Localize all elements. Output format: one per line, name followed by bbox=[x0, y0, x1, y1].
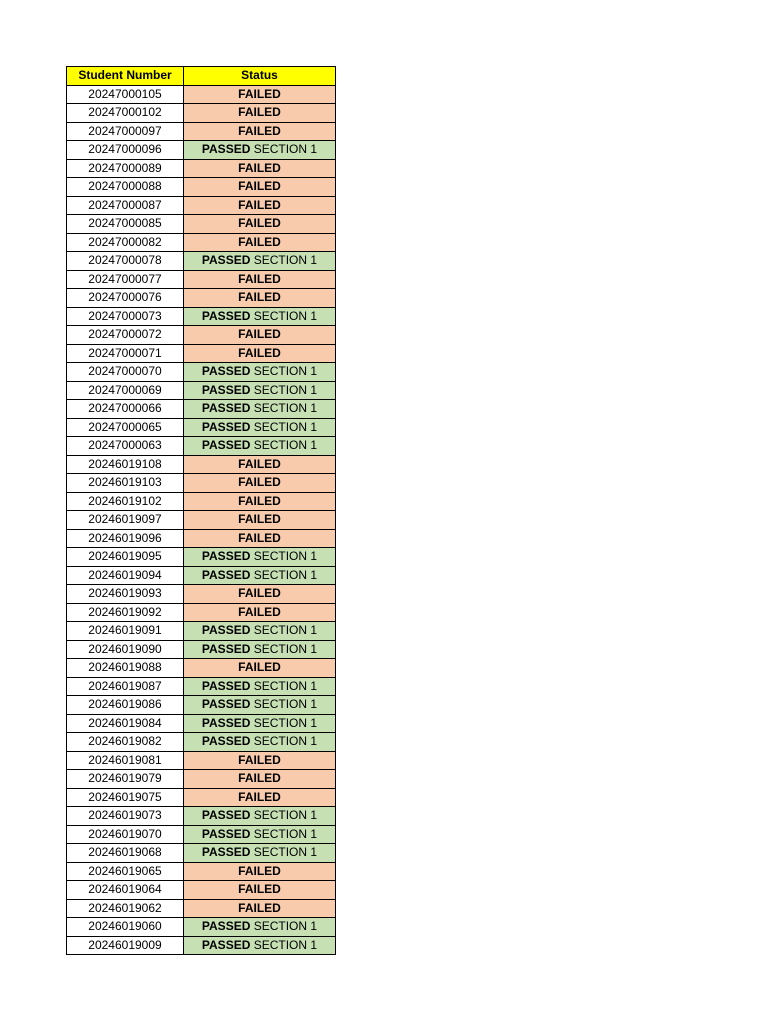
table-row bbox=[67, 141, 336, 160]
status-cell-passed bbox=[184, 714, 336, 733]
student-number-cell: 20246019095 bbox=[67, 548, 184, 567]
table-row bbox=[67, 215, 336, 234]
status-cell-failed: FAILED bbox=[184, 603, 336, 622]
table-row bbox=[67, 307, 336, 326]
status-cell-passed bbox=[184, 696, 336, 715]
status-cell-failed: FAILED bbox=[184, 881, 336, 900]
student-number-cell: 20246019079 bbox=[67, 770, 184, 789]
table-row bbox=[67, 178, 336, 197]
status-cell-passed bbox=[184, 400, 336, 419]
status-section: SECTION 1 bbox=[253, 697, 318, 712]
status-cell-failed: FAILED bbox=[184, 85, 336, 104]
status-cell-passed bbox=[184, 936, 336, 955]
status-word: PASSED bbox=[201, 678, 251, 693]
table-row bbox=[67, 714, 336, 733]
student-number-cell: 20247000085 bbox=[67, 215, 184, 234]
status-cell-failed: FAILED bbox=[184, 104, 336, 123]
status-section: SECTION 1 bbox=[253, 401, 318, 416]
table-row bbox=[67, 788, 336, 807]
status-section: SECTION 1 bbox=[253, 549, 318, 564]
status-cell-failed: FAILED bbox=[184, 289, 336, 308]
table-row bbox=[67, 252, 336, 271]
status-section: SECTION 1 bbox=[253, 253, 318, 268]
table-row bbox=[67, 270, 336, 289]
status-word: PASSED bbox=[201, 142, 251, 157]
student-number-cell: 20247000072 bbox=[67, 326, 184, 345]
status-word: PASSED bbox=[201, 419, 251, 434]
status-section: SECTION 1 bbox=[253, 142, 318, 157]
status-word: PASSED bbox=[201, 937, 251, 952]
student-number-cell: 20247000089 bbox=[67, 159, 184, 178]
table-row bbox=[67, 862, 336, 881]
student-number-cell: 20247000087 bbox=[67, 196, 184, 215]
student-number-cell: 20247000096 bbox=[67, 141, 184, 160]
student-number-cell: 20247000070 bbox=[67, 363, 184, 382]
results-body bbox=[67, 85, 336, 955]
status-section: SECTION 1 bbox=[253, 641, 318, 656]
table-row bbox=[67, 696, 336, 715]
table-row bbox=[67, 529, 336, 548]
table-row bbox=[67, 807, 336, 826]
status-cell-failed: FAILED bbox=[184, 585, 336, 604]
status-cell-failed: FAILED bbox=[184, 899, 336, 918]
table-row bbox=[67, 85, 336, 104]
table-row bbox=[67, 511, 336, 530]
status-word: PASSED bbox=[201, 549, 251, 564]
status-word: PASSED bbox=[201, 438, 251, 453]
status-cell-failed: FAILED bbox=[184, 862, 336, 881]
status-section: SECTION 1 bbox=[253, 364, 318, 379]
status-cell-passed bbox=[184, 825, 336, 844]
status-section: SECTION 1 bbox=[253, 419, 318, 434]
status-word: PASSED bbox=[201, 401, 251, 416]
student-number-cell: 20247000073 bbox=[67, 307, 184, 326]
table-row bbox=[67, 677, 336, 696]
table-row bbox=[67, 233, 336, 252]
status-cell-failed: FAILED bbox=[184, 474, 336, 493]
student-number-cell: 20246019088 bbox=[67, 659, 184, 678]
table-row bbox=[67, 418, 336, 437]
table-row bbox=[67, 585, 336, 604]
status-cell-failed: FAILED bbox=[184, 326, 336, 345]
table-row bbox=[67, 899, 336, 918]
status-word: PASSED bbox=[201, 364, 251, 379]
table-row bbox=[67, 659, 336, 678]
status-cell-failed: FAILED bbox=[184, 751, 336, 770]
student-number-cell: 20247000069 bbox=[67, 381, 184, 400]
status-cell-failed: FAILED bbox=[184, 159, 336, 178]
status-cell-failed: FAILED bbox=[184, 770, 336, 789]
table-row bbox=[67, 104, 336, 123]
status-word: PASSED bbox=[201, 919, 251, 934]
table-row bbox=[67, 159, 336, 178]
status-section: SECTION 1 bbox=[253, 808, 318, 823]
student-number-cell: 20246019090 bbox=[67, 640, 184, 659]
status-word: PASSED bbox=[201, 641, 251, 656]
student-number-cell: 20246019094 bbox=[67, 566, 184, 585]
student-number-cell: 20246019103 bbox=[67, 474, 184, 493]
status-word: PASSED bbox=[201, 308, 251, 323]
student-number-cell: 20247000066 bbox=[67, 400, 184, 419]
status-word: PASSED bbox=[201, 567, 251, 582]
table-row bbox=[67, 196, 336, 215]
table-row bbox=[67, 640, 336, 659]
header-row bbox=[67, 67, 336, 86]
header-student-number: Student Number bbox=[67, 67, 184, 86]
status-cell-passed bbox=[184, 566, 336, 585]
student-number-cell: 20246019081 bbox=[67, 751, 184, 770]
results-table bbox=[66, 66, 336, 955]
status-cell-failed: FAILED bbox=[184, 178, 336, 197]
student-number-cell: 20246019086 bbox=[67, 696, 184, 715]
status-word: PASSED bbox=[201, 382, 251, 397]
table-row bbox=[67, 344, 336, 363]
student-number-cell: 20246019060 bbox=[67, 918, 184, 937]
status-section: SECTION 1 bbox=[253, 937, 318, 952]
student-number-cell: 20246019065 bbox=[67, 862, 184, 881]
status-word: PASSED bbox=[201, 253, 251, 268]
table-row bbox=[67, 122, 336, 141]
table-row bbox=[67, 603, 336, 622]
status-section: SECTION 1 bbox=[253, 308, 318, 323]
table-row bbox=[67, 881, 336, 900]
table-row bbox=[67, 400, 336, 419]
status-cell-failed: FAILED bbox=[184, 492, 336, 511]
table-row bbox=[67, 825, 336, 844]
status-cell-passed bbox=[184, 307, 336, 326]
student-number-cell: 20246019064 bbox=[67, 881, 184, 900]
status-cell-failed: FAILED bbox=[184, 344, 336, 363]
status-section: SECTION 1 bbox=[253, 382, 318, 397]
status-word: PASSED bbox=[201, 697, 251, 712]
status-section: SECTION 1 bbox=[253, 826, 318, 841]
student-number-cell: 20246019062 bbox=[67, 899, 184, 918]
status-cell-passed bbox=[184, 418, 336, 437]
table-row bbox=[67, 936, 336, 955]
status-cell-passed bbox=[184, 548, 336, 567]
student-number-cell: 20247000077 bbox=[67, 270, 184, 289]
student-number-cell: 20246019084 bbox=[67, 714, 184, 733]
student-number-cell: 20246019091 bbox=[67, 622, 184, 641]
status-word: PASSED bbox=[201, 826, 251, 841]
table-row bbox=[67, 289, 336, 308]
status-word: PASSED bbox=[201, 845, 251, 860]
student-number-cell: 20247000105 bbox=[67, 85, 184, 104]
status-section: SECTION 1 bbox=[253, 678, 318, 693]
status-cell-passed bbox=[184, 622, 336, 641]
table-row bbox=[67, 326, 336, 345]
status-cell-failed: FAILED bbox=[184, 270, 336, 289]
student-number-cell: 20247000088 bbox=[67, 178, 184, 197]
student-number-cell: 20246019097 bbox=[67, 511, 184, 530]
status-section: SECTION 1 bbox=[253, 438, 318, 453]
table-row bbox=[67, 733, 336, 752]
status-cell-failed: FAILED bbox=[184, 788, 336, 807]
student-number-cell: 20246019070 bbox=[67, 825, 184, 844]
table-row bbox=[67, 437, 336, 456]
status-section: SECTION 1 bbox=[253, 623, 318, 638]
status-cell-failed: FAILED bbox=[184, 196, 336, 215]
status-word: PASSED bbox=[201, 808, 251, 823]
table-row bbox=[67, 770, 336, 789]
status-cell-passed bbox=[184, 363, 336, 382]
student-number-cell: 20246019093 bbox=[67, 585, 184, 604]
student-number-cell: 20247000071 bbox=[67, 344, 184, 363]
status-section: SECTION 1 bbox=[253, 919, 318, 934]
status-cell-failed: FAILED bbox=[184, 659, 336, 678]
status-cell-passed bbox=[184, 252, 336, 271]
student-number-cell: 20247000078 bbox=[67, 252, 184, 271]
status-cell-failed: FAILED bbox=[184, 529, 336, 548]
student-number-cell: 20246019068 bbox=[67, 844, 184, 863]
status-word: PASSED bbox=[201, 623, 251, 638]
status-cell-failed: FAILED bbox=[184, 122, 336, 141]
table-row bbox=[67, 918, 336, 937]
table-row bbox=[67, 474, 336, 493]
student-number-cell: 20246019102 bbox=[67, 492, 184, 511]
student-number-cell: 20246019009 bbox=[67, 936, 184, 955]
student-number-cell: 20247000063 bbox=[67, 437, 184, 456]
status-cell-passed bbox=[184, 677, 336, 696]
table-row bbox=[67, 751, 336, 770]
status-word: PASSED bbox=[201, 734, 251, 749]
status-cell-failed: FAILED bbox=[184, 455, 336, 474]
status-cell-passed bbox=[184, 844, 336, 863]
table-row bbox=[67, 492, 336, 511]
student-number-cell: 20246019087 bbox=[67, 677, 184, 696]
status-cell-failed: FAILED bbox=[184, 511, 336, 530]
student-number-cell: 20246019096 bbox=[67, 529, 184, 548]
student-number-cell: 20246019073 bbox=[67, 807, 184, 826]
status-word: PASSED bbox=[201, 715, 251, 730]
table-row bbox=[67, 548, 336, 567]
status-cell-passed bbox=[184, 733, 336, 752]
student-number-cell: 20246019092 bbox=[67, 603, 184, 622]
student-number-cell: 20246019082 bbox=[67, 733, 184, 752]
table-row bbox=[67, 844, 336, 863]
status-cell-passed bbox=[184, 141, 336, 160]
student-number-cell: 20247000097 bbox=[67, 122, 184, 141]
status-cell-passed bbox=[184, 640, 336, 659]
status-cell-passed bbox=[184, 437, 336, 456]
status-section: SECTION 1 bbox=[253, 567, 318, 582]
header-status: Status bbox=[184, 67, 336, 86]
status-cell-passed bbox=[184, 918, 336, 937]
status-cell-passed bbox=[184, 807, 336, 826]
table-row bbox=[67, 363, 336, 382]
student-number-cell: 20246019108 bbox=[67, 455, 184, 474]
status-cell-failed: FAILED bbox=[184, 233, 336, 252]
status-section: SECTION 1 bbox=[253, 715, 318, 730]
table-row bbox=[67, 566, 336, 585]
status-section: SECTION 1 bbox=[253, 845, 318, 860]
status-section: SECTION 1 bbox=[253, 734, 318, 749]
student-number-cell: 20247000065 bbox=[67, 418, 184, 437]
status-cell-failed: FAILED bbox=[184, 215, 336, 234]
student-number-cell: 20247000102 bbox=[67, 104, 184, 123]
status-cell-passed bbox=[184, 381, 336, 400]
student-number-cell: 20247000082 bbox=[67, 233, 184, 252]
table-row bbox=[67, 381, 336, 400]
table-row bbox=[67, 622, 336, 641]
student-number-cell: 20247000076 bbox=[67, 289, 184, 308]
table-row bbox=[67, 455, 336, 474]
student-number-cell: 20246019075 bbox=[67, 788, 184, 807]
